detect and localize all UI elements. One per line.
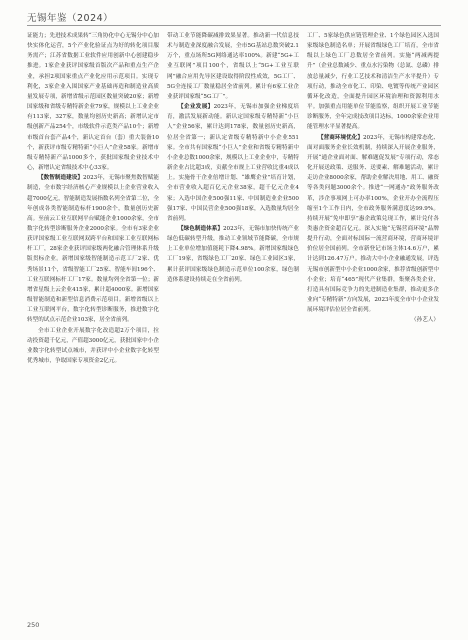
header-divider [27, 25, 441, 26]
paragraph [307, 133, 439, 316]
paragraph [27, 31, 159, 173]
paragraph-text: 2023年，无锡市构建常态化、面对面服务企业长效机制，持续深入开展企业服务，开展“通企业面对面、解难题促发展”专项行动，常态化开展送政策、送服务、送要素、解难题活动，累计走访企业8000余家，帮助企业解决用地、用工、融资等各类问题3000余个。推进“一网通办”政务服务改革，涉企事项网上可办率100%，企业开办全流程压缩至1个工作日内，全市政务服务满意度达99.9%。持续开展“免申即享”惠企政策兑现工作，累计兑付各类惠企资金超百亿元。深入实施“无锡营商环境”品牌提升行动，全面对标国际一流营商环境，营商环境评价位居全国前列。全市新登记市场主体14.6万户，累计达到126.47万户。推动大中小企业融通发展，评选无锡市创新型中小企业1000余家，推荐省级创新型中小企业；培育“465”现代产业集群，集聚各类企业，打造具有国际竞争力的先进制造业集群，推动更多企业向“专精特新”方向发展，2023年度全市中小企业发展环境评估位居全省前列。 [307, 134, 439, 314]
paragraph [307, 31, 439, 133]
paragraph-text: 全市工业企业开展数字化改造超2万个项目，拉动投资超千亿元，产值超3000亿元，获批国家中小企业数字化转型试点城市，并获评中小企业数字化转型优秀城市，争取国家专项资金2亿元。 [27, 327, 159, 364]
paragraph-text: （孙艺人） [411, 317, 439, 324]
text-column-2 [167, 31, 299, 591]
paragraph [167, 224, 299, 285]
paragraph-text: 2023年，无锡市加快传统产业绿色低碳转型升级，推动工业领域节能降碳，全市规上工业单位增加值能耗下降4.98%。新增国家级绿色工厂19家，省级绿色工厂20家、绿色工业园区3家，累计获评国家级绿色制造示范单位100余家，绿色制造体系建设持续走在全省前列。 [167, 225, 299, 283]
paragraph-text: 2023年，无锡市加强企业梯度培育，激活发展新动能。新认定国家级专精特新“小巨人”企业56家，累计达到178家，数量创历史新高，位居全省第一；新认定省级专精特新中小企业551家。全市共有国家级“小巨人”企业和省级专精特新中小企业总数1000余家，规模以上工业企业中，专精特新企业占比超3成，贡献全市规上工业营收比重4成以上。实施骨干企业倍增计划、“雄鹰企业”培育计划，全市营业收入超百亿元企业38家，超千亿元企业4家；入选中国企业500强11家、中国制造业企业500强17家、中国民营企业500强18家，入选数量均居全省前列。 [167, 104, 299, 222]
section-heading: 【企业发展】 [178, 104, 214, 111]
page-header-title: 无锡年鉴（2024） [27, 13, 114, 24]
paragraph-text: 证能力；先进技术成果转“三角协化中心无锡分中心加快实体化运营，5个产业化验证点为好的转化项目服务需产；江苏省数据工业软件应用创新中心创建稳步推进。1家企业获评国家级首版次产品和重点生产企业，承担2项国家重点产业化应用示范项目。实现专利化，3家企业入围国家产业基础再造和制造业高质量发展专项，新增省级示范园区数量突破20家；新增国家级和省级专精特新企业79家，规模以上工业企业有113家，327家，数量均创历史新高；新增认定市级创新产品254个，市级软件示范类产品10个；新增市级首台套产品4个，新认定首台（套）重大装备10个，新获评市级专精特新“小巨人”企业58家。新增市级专精特新产品1000多个，获批国家级企业技术中心，新增认定省级技术中心33家。 [27, 33, 159, 172]
paragraph-text: 带动工业节能降碳减排效果显著。推动新一代信息技术与制造业深度融合发展，全市5G基站总数突破2.1万个，重点场所5G网络通达率100%。新建“5G+工业互联网”项目100个，省级以上“5G+工业互联网”融合应用先导区建设取得阶段性成效，5G工厂、5G全连接工厂数量稳居全省前列。累计有6家工业企业获评国家级“5G工厂”。 [167, 33, 299, 100]
section-heading: 【绿色制造体系】 [178, 225, 223, 232]
paragraph [27, 173, 159, 325]
paragraph-text: 工厂、5家绿色供应链管理企业、1个绿色园区入选国家级绿色制造名单；开展省级绿色工厂培育，全市省级以上绿色工厂总数居全省前列。实施“两减两提升”（企业总数减少、重点水污染物（总氮、总磷）排放总量减少，行业工艺技术和清洁生产水平提升）专项行动，推动全市化工、印染、电镀等传统产业园区循环化改造，全面提升园区环境治理和资源利用水平。加强重点用能单位节能监察，组织开展工业节能诊断服务，全年完成技改项目达标，1000余家企业用能管理水平显著提高。 [307, 33, 439, 131]
author-signature [307, 315, 439, 325]
page-number: 250 [27, 621, 40, 629]
text-column-1 [27, 31, 159, 591]
section-heading: 【数智制造建设】 [38, 175, 83, 182]
paragraph-text: 2023年，无锡市聚焦数智赋能制造，全市数字经济核心产业规模以上企业营业收入超7000亿元，智能制造发展指数名列全省第二位，全年创成各类智能制造标杆1900余个，数量创历史新高。至前云工业互联网平台赋能企业1000余家，全市数字化转型诊断服务企业2000余家。全市有3家企业获评国家级工业互联网双跨平台和国家工业互联网标杆工厂，28家企业获评国家级两化融合管理体系升级版贯标企业。新增国家级智能制造示范工厂2家、优秀场景11个，省级智能工厂25家、智能车间196个、工业互联网标杆工厂17家。数量均列全省第一位；新增省星级上云企业415家，累计超4000家。新增国家级智能制造和新型信息消费示范项目。新增省级以上工业互联网平台，数字化转型诊断服务，推进数字化转型的试点示范企业103家，居全省前列。 [27, 175, 159, 324]
paragraph [167, 102, 299, 224]
paragraph [27, 326, 159, 367]
text-column-3 [307, 31, 439, 591]
section-heading: 【营商环境优化】 [318, 134, 363, 141]
article-body [27, 31, 441, 591]
paragraph [167, 31, 299, 102]
